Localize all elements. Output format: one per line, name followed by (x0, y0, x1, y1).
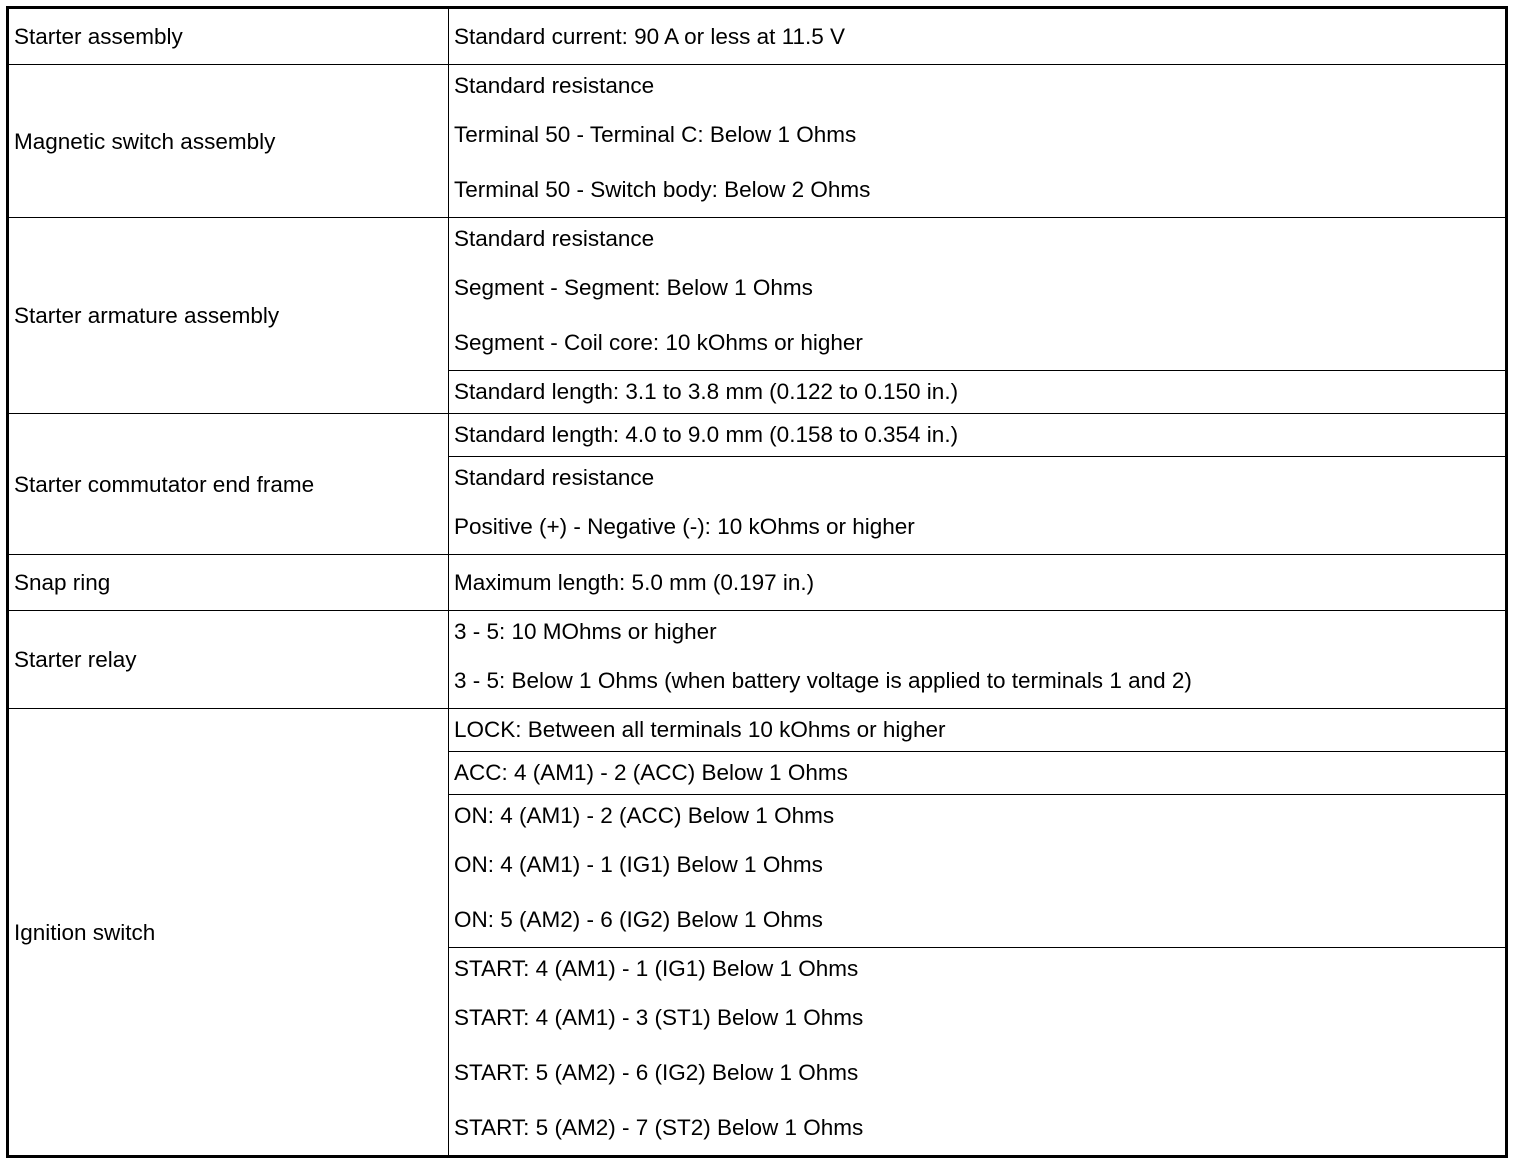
spec-line: Standard resistance (454, 73, 655, 98)
spec-line: START: 5 (AM2) - 7 (ST2) Below 1 Ohms (454, 1115, 864, 1140)
component-cell: Ignition switch (8, 709, 449, 1157)
spec-cell (449, 218, 1507, 371)
component-cell: Magnetic switch assembly (8, 65, 449, 218)
spec-line: START: 4 (AM1) - 3 (ST1) Below 1 Ohms (454, 1005, 864, 1030)
spec-line: Terminal 50 - Switch body: Below 2 Ohms (454, 177, 871, 202)
table-row (8, 414, 1507, 457)
component-cell: Starter armature assembly (8, 218, 449, 414)
spec-cell (449, 414, 1507, 457)
spec-line: Segment - Segment: Below 1 Ohms (454, 275, 813, 300)
table-row (8, 555, 1507, 611)
spec-cell (449, 611, 1507, 709)
spec-line: START: 5 (AM2) - 6 (IG2) Below 1 Ohms (454, 1060, 859, 1085)
component-cell: Snap ring (8, 555, 449, 611)
spec-line: Standard length: 4.0 to 9.0 mm (0.158 to 0.354 in.) (454, 422, 959, 447)
spec-line: Positive (+) - Negative (-): 10 kOhms or higher (454, 514, 915, 539)
spec-line: LOCK: Between all terminals 10 kOhms or higher (454, 717, 946, 742)
spec-line: Terminal 50 - Terminal C: Below 1 Ohms (454, 122, 857, 147)
spec-line: 3 - 5: Below 1 Ohms (when battery voltage is applied to terminals 1 and 2) (454, 668, 1192, 693)
spec-cell (449, 948, 1507, 1157)
inspection-spec-table (6, 6, 1508, 1158)
spec-cell (449, 8, 1507, 65)
spec-line: Standard resistance (454, 465, 655, 490)
spec-cell (449, 752, 1507, 795)
spec-line: Standard current: 90 A or less at 11.5 V (454, 23, 846, 49)
component-cell: Starter assembly (8, 8, 449, 65)
spec-cell (449, 795, 1507, 948)
spec-line: START: 4 (AM1) - 1 (IG1) Below 1 Ohms (454, 956, 859, 981)
spec-cell (449, 65, 1507, 218)
table-row (8, 65, 1507, 218)
spec-line: ON: 4 (AM1) - 2 (ACC) Below 1 Ohms (454, 803, 835, 828)
table-row (8, 8, 1507, 65)
component-cell: Starter commutator end frame (8, 414, 449, 555)
spec-line: Maximum length: 5.0 mm (0.197 in.) (454, 569, 815, 595)
table-row (8, 218, 1507, 371)
spec-cell (449, 709, 1507, 752)
spec-line: ON: 5 (AM2) - 6 (IG2) Below 1 Ohms (454, 907, 823, 932)
spec-line: 3 - 5: 10 MOhms or higher (454, 619, 717, 644)
component-cell: Starter relay (8, 611, 449, 709)
table-row (8, 709, 1507, 752)
table-row (8, 611, 1507, 709)
spec-line: ON: 4 (AM1) - 1 (IG1) Below 1 Ohms (454, 852, 823, 877)
spec-line: Segment - Coil core: 10 kOhms or higher (454, 330, 863, 355)
spec-line: Standard length: 3.1 to 3.8 mm (0.122 to 0.150 in.) (454, 379, 959, 404)
spec-cell (449, 371, 1507, 414)
spec-cell (449, 555, 1507, 611)
spec-line: Standard resistance (454, 226, 655, 251)
spec-cell (449, 457, 1507, 555)
spec-line: ACC: 4 (AM1) - 2 (ACC) Below 1 Ohms (454, 760, 848, 785)
